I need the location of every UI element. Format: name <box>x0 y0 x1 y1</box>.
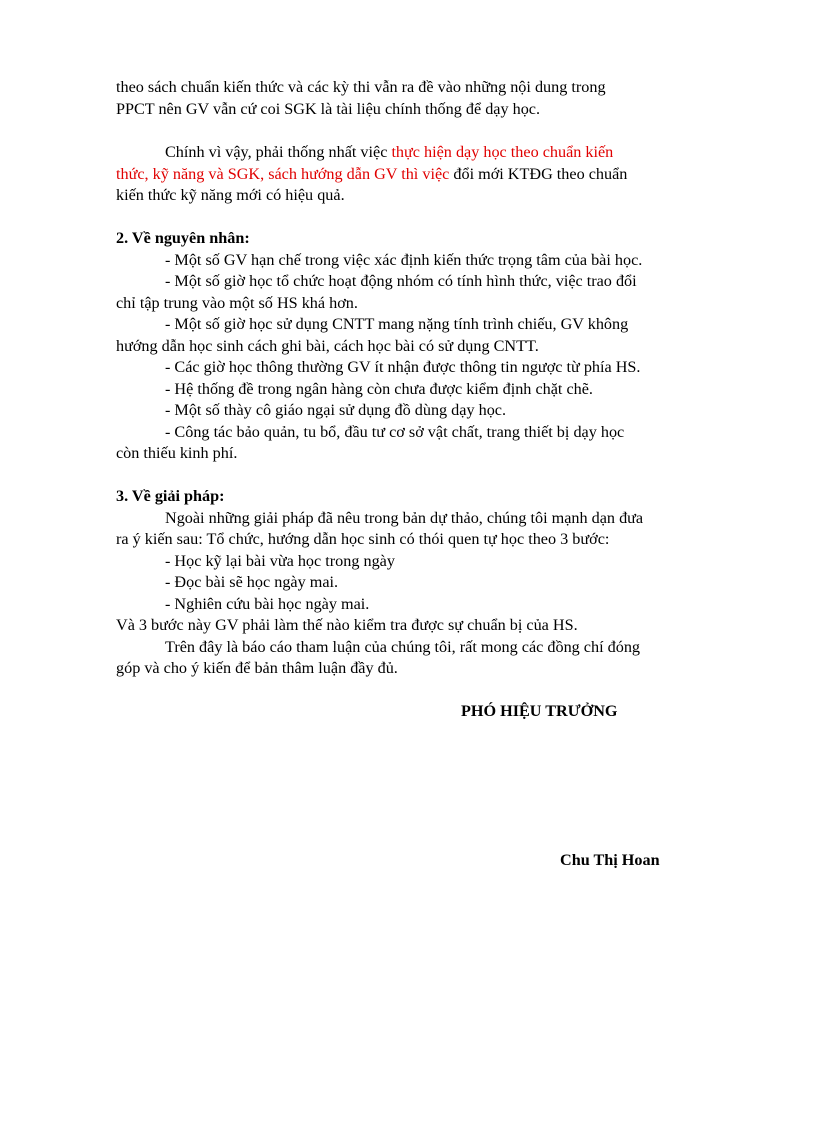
cause-line: - Hệ thống đề trong ngân hàng còn chưa được kiểm định chặt chẽ. <box>165 380 593 398</box>
solution-line: Và 3 bước này GV phải làm thế nào kiểm tra được sự chuẩn bị của HS. <box>116 616 578 634</box>
intro-line-1: theo sách chuẩn kiến thức và các kỳ thi vẫn ra đề vào những nội dung trong <box>116 78 606 96</box>
cause-line: - Một số GV hạn chế trong việc xác định kiến thức trọng tâm của bài học. <box>165 251 643 269</box>
solution-line: Trên đây là báo cáo tham luận của chúng tôi, rất mong các đồng chí đóng <box>165 638 641 656</box>
intro-line-2: PPCT nên GV vẫn cứ coi SGK là tài liệu chính thống để dạy học. <box>116 100 541 118</box>
solution-line: - Học kỹ lại bài vừa học trong ngày <box>165 552 395 570</box>
cause-line: hướng dẫn học sinh cách ghi bài, cách học bài có sử dụng CNTT. <box>116 337 539 355</box>
cause-line: - Công tác bảo quản, tu bổ, đầu tư cơ sở vật chất, trang thiết bị dạy học <box>165 423 625 441</box>
highlighted-text: thức, kỹ năng và SGK, sách hướng dẫn GV thì việc <box>116 165 450 183</box>
cause-line: còn thiếu kinh phí. <box>116 444 238 462</box>
cause-line: chỉ tập trung vào một số HS khá hơn. <box>116 294 358 312</box>
highlighted-text: thực hiện dạy học theo chuẩn kiến <box>391 143 614 161</box>
solution-line: ra ý kiến sau: Tổ chức, hướng dẫn học sinh có thói quen tự học theo 3 bước: <box>116 530 610 548</box>
cause-line: - Một số thày cô giáo ngại sử dụng đồ dùng dạy học. <box>165 401 507 419</box>
cause-line: - Các giờ học thông thường GV ít nhận được thông tin ngược từ phía HS. <box>165 358 641 376</box>
solution-line: - Đọc bài sẽ học ngày mai. <box>165 573 339 591</box>
section-heading-solutions: 3. Về giải pháp: <box>116 487 225 505</box>
solution-line: - Nghiên cứu bài học ngày mai. <box>165 595 370 613</box>
solution-line: Ngoài những giải pháp đã nêu trong bản dự thảo, chúng tôi mạnh dạn đưa <box>165 509 644 527</box>
solution-line: góp và cho ý kiến để bản thâm luận đầy đủ. <box>116 659 398 677</box>
conclusion-line-2 <box>116 164 627 186</box>
conclusion-line-3: kiến thức kỹ năng mới có hiệu quả. <box>116 186 345 204</box>
conclusion-text: đổi mới KTĐG theo chuẩn <box>449 165 628 183</box>
signature-name: Chu Thị Hoan <box>560 851 660 869</box>
section-heading-causes: 2. Về nguyên nhân: <box>116 229 250 247</box>
cause-line: - Một số giờ học sử dụng CNTT mang nặng tính trình chiếu, GV không <box>165 315 629 333</box>
cause-line: - Một số giờ học tổ chức hoạt động nhóm có tính hình thức, việc trao đổi <box>165 272 637 290</box>
conclusion-line-1 <box>165 142 613 164</box>
conclusion-text: Chính vì vậy, phải thống nhất việc <box>165 143 392 161</box>
signature-title: PHÓ HIỆU TRƯỞNG <box>461 702 618 720</box>
